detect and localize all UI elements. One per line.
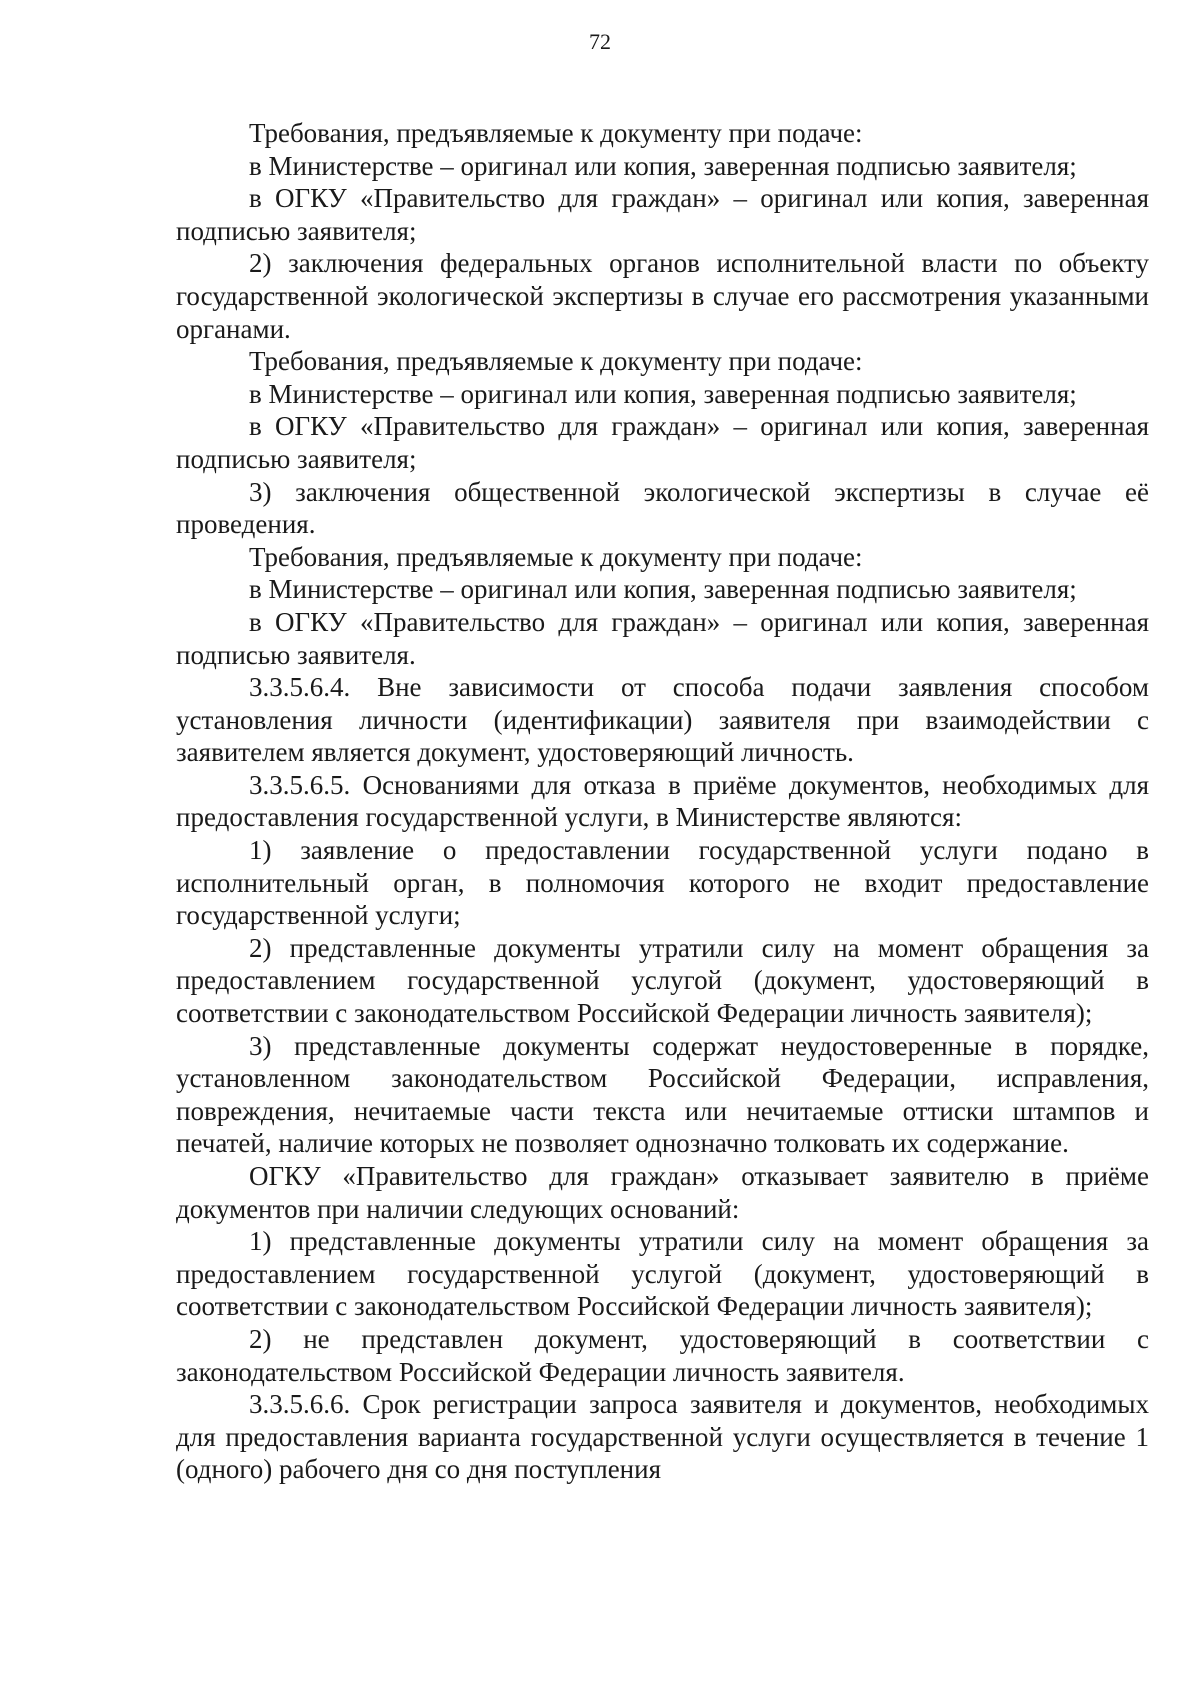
paragraph: 3.3.5.6.5. Основаниями для отказа в приёме документов, необходимых для предоставления государственной услуги, в Министерстве являются: (176, 769, 1149, 833)
paragraph: в ОГКУ «Правительство для граждан» – оригинал или копия, заверенная подписью заявителя; (176, 183, 1149, 246)
paragraph: в Министерстве – оригинал или копия, заверенная подписью заявителя; (249, 574, 1077, 605)
paragraph: Требования, предъявляемые к документу при подаче: (249, 346, 863, 377)
paragraph: в ОГКУ «Правительство для граждан» – оригинал или копия, заверенная подписью заявителя. (176, 606, 1149, 670)
paragraph: 1) представленные документы утратили силу на момент обращения за предоставлением государственной услугой (документ, удостоверяющий в соответствии с законодательством Российской Федерации личность заявителя); (176, 1226, 1149, 1322)
paragraph: 3) заключения общественной экологической экспертизы в случае её проведения. (176, 476, 1149, 540)
paragraph: Требования, предъявляемые к документу при подаче: (249, 541, 863, 572)
paragraph: ОГКУ «Правительство для граждан» отказывает заявителю в приёме документов при наличии следующих оснований: (176, 1161, 1149, 1224)
paragraph: Требования, предъявляемые к документу при подаче: (249, 118, 863, 148)
document-body (176, 117, 1149, 1486)
paragraph: 3.3.5.6.4. Вне зависимости от способа подачи заявления способом установления личности (идентификации) заявителя при взаимодействии с заявителем является документ, удостоверяющий личность. (176, 672, 1149, 768)
paragraph: 2) не представлен документ, удостоверяющий в соответствии с законодательством Российской Федерации личность заявителя. (176, 1323, 1149, 1387)
paragraph: в ОГКУ «Правительство для граждан» – оригинал или копия, заверенная подписью заявителя; (176, 411, 1149, 474)
paragraph: 2) заключения федеральных органов исполнительной власти по объекту государственной экологической экспертизы в случае его рассмотрения указанными органами. (176, 248, 1149, 344)
paragraph: 3) представленные документы содержат неудостоверенные в порядке, установленном законодательством Российской Федерации, исправления, повреждения, нечитаемые части текста или нечитаемые оттиски штампов и печатей, наличие которых не позволяет однозначно толковать их содержание. (176, 1030, 1149, 1159)
paragraph: 3.3.5.6.6. Срок регистрации запроса заявителя и документов, необходимых для предоставления варианта государственной услуги осуществляется в течение 1 (одного) рабочего дня со дня поступления (176, 1389, 1149, 1485)
paragraph: 1) заявление о предоставлении государственной услуги подано в исполнительный орган, в полномочия которого не входит предоставление государственной услуги; (176, 835, 1149, 931)
paragraph: в Министерстве – оригинал или копия, заверенная подписью заявителя; (249, 150, 1077, 181)
paragraph: 2) представленные документы утратили силу на момент обращения за предоставлением государственной услугой (документ, удостоверяющий в соответствии с законодательством Российской Федерации личность заявителя); (176, 932, 1149, 1029)
page-number: 72 (589, 29, 611, 54)
paragraph: в Министерстве – оригинал или копия, заверенная подписью заявителя; (249, 378, 1077, 409)
